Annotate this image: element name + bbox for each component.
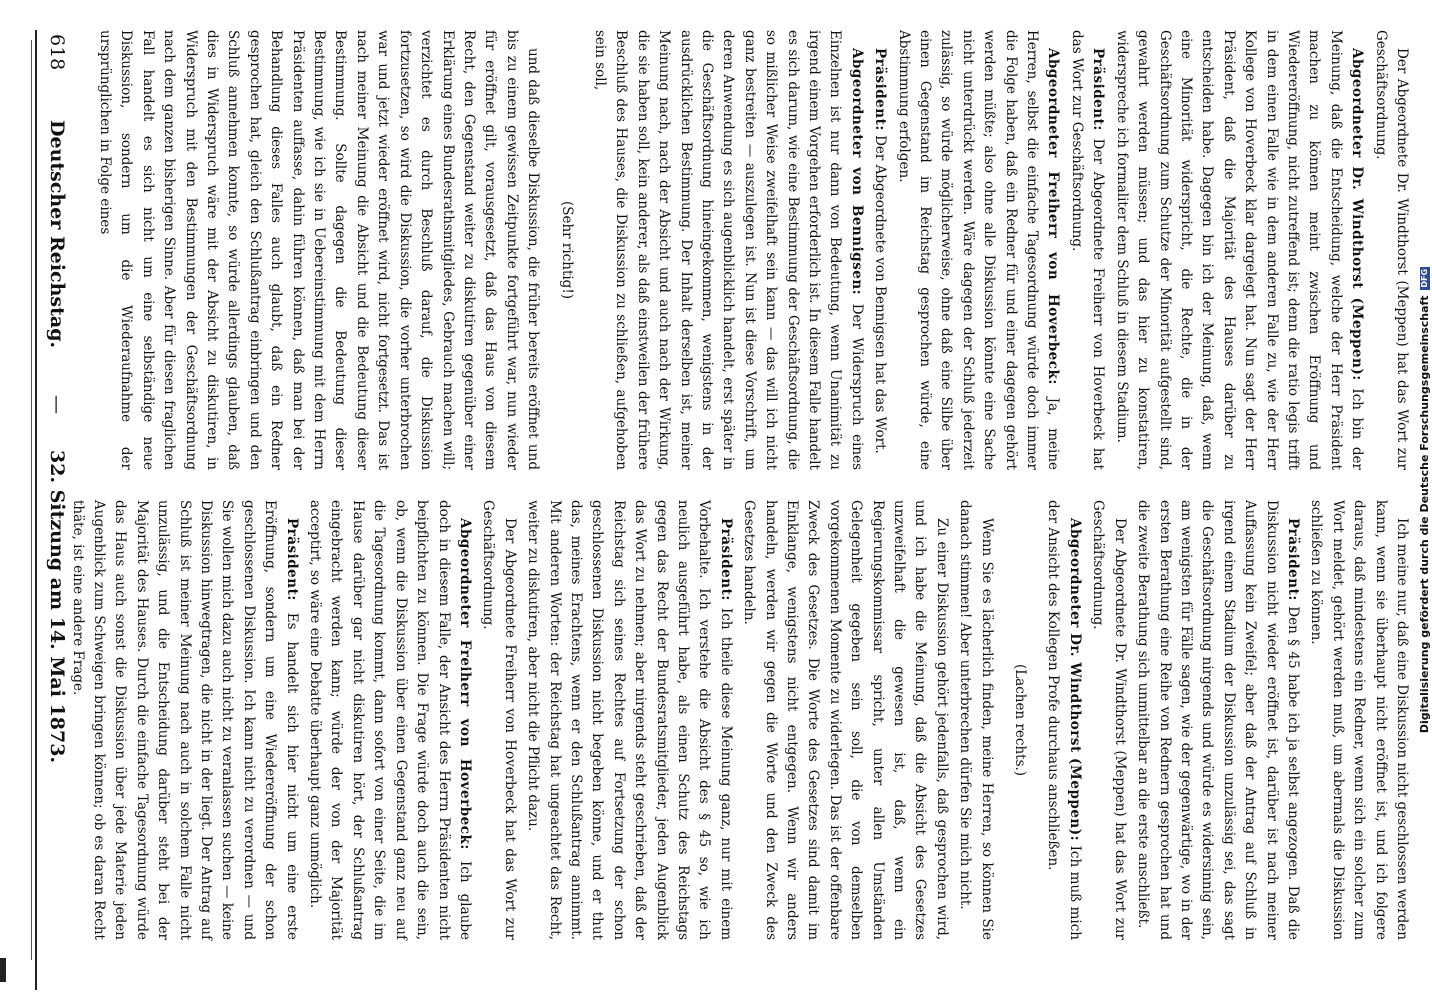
paragraph	[738, 500, 952, 940]
right-text-column	[82, 30, 1412, 470]
paragraph	[1132, 500, 1303, 940]
paragraph	[304, 500, 475, 940]
paragraph-text: Zu einer Diskussion gehört jedenfalls, daß gesprochen wird, und ich habe die Meinung, daß die Absicht des Gesetzes unzweifelhaft die gewesen ist, daß, wenn ein Regierungskommissar spricht, unter allen Umständen Gelegenheit gegeben sein soll, die von demselben vorgekommenen Momente zu widerlegen. Das ist der offenbare Zweck des Gesetzes. Die Worte des Gesetzes sind damit im Einklange, wenigstens nicht entgegen. Wenn wir anders handeln, werden wir gegen die Worte und den Zweck des Gesetzes handeln.	[741, 500, 950, 940]
paragraph-text: Ich muß mich der Ansicht des Kollegen Profe durchaus anschließen.	[1045, 500, 1083, 940]
digitization-credit-text: Digitalisierung gefördert durch die Deutsche Forschungsgemeinschaft	[1418, 295, 1431, 734]
paragraph-text: Ich meine nur, daß eine Diskussion nicht geschlossen werden kann, wenn sie überhaupt nicht eröffnet ist, und ich folgere daraus, daß mindestens ein Redner, wenn sich ein solcher zum Wort meldet, gehört werden muß, um abermals die Diskussion schließen zu können.	[1308, 500, 1410, 940]
speaker-name: Präsident:	[872, 48, 889, 131]
paragraph-text: Wenn Sie es lächerlich finden, meine Herren, so können Sie danach stimmen! Aber unterbrechen dürfen Sie mich nicht.	[957, 500, 995, 940]
paragraph	[522, 500, 736, 940]
paragraph	[1305, 500, 1412, 940]
paragraph	[1369, 30, 1412, 470]
speaker-name: Präsident:	[717, 518, 734, 601]
paragraph-text: (Lachen rechts.)	[1012, 663, 1029, 777]
page-number: 618	[46, 34, 68, 71]
paragraph-text: (Sehr richtig!)	[558, 200, 575, 300]
paragraph	[1066, 30, 1109, 470]
speaker-name: Präsident:	[283, 518, 300, 601]
paragraph	[477, 500, 520, 940]
paragraph	[892, 30, 1063, 470]
paragraph-text: Ja, meine Herren, selbst die einfache Tagesordnung würde doch immer die Folge haben, daß ein Redner für und einer dagegen gehört werden müßte; also ohne alle Diskussion könnte eine Sache nicht unterdrückt werden. Wäre dagegen der Schluß jederzeit zulässig, so würde möglicherweise, ohne daß eine Silbe über einen Gegenstand im Reichstag gesprochen würde, eine Abstimmung erfolgen.	[895, 30, 1062, 471]
paragraph-text: Ich theile diese Meinung ganz, nur mit einem Vorbehalte. Ich verstehe die Absicht des § 45 so, wie ich neulich ausgeführt habe, als einen Schutz des Reichstags gegen das Recht der Bundesratsmitglieder, jeden Augenblick das Wort zu nehmen; aber nirgends steht geschrieben, daß der Reichstag sich seines Rechtes auf Fortsetzung der schon geschlossenen Diskussion nicht begeben könne, und er thut das, meines Erachtens, wenn er den Schlußantrag annimmt. Mit anderen Worten: der Reichstag hat ungeachtet das Recht, weiter zu diskutiren, aber nicht die Pflicht dazu.	[525, 500, 734, 940]
paragraph-text: Der Abgeordnete Freiherr von Hoverbeck hat das Wort zur Geschäftsordnung.	[1068, 30, 1107, 471]
paragraph	[1110, 30, 1367, 470]
paragraph	[66, 500, 301, 940]
paragraph-text: Den § 45 habe ich ja selbst angezogen. Daß die Diskussion nicht wieder eröffnet ist, darüber ist nach meiner Auffassung kein Zweifel; aber daß der Antrag auf Schluß in irgend einem Stadium der Diskussion unzulässig sei, das sagt die Geschäftsordnung nirgends und würde es widersinnig sein, am wenigsten für Fälle sagen, wie der gegenwärtige, wo in der ersten Berathung eine Reihe von Rednern gesprochen hat und die zweite Berathung sich unmittelbar an die erste anschließt.	[1135, 500, 1301, 940]
paragraph	[1042, 500, 1085, 940]
digitization-sidebar	[1418, 10, 1432, 990]
paragraph-text: Ich bin der Meinung, daß die Entscheidung, welche der Herr Präsident machen zu können meint zwischen Eröffnung und Wiedereröffnung, nicht zutreffend ist; denn die ratio legis trifft in dem einen Falle wie in dem anderen Falle zu, wie der Herr Kollege von Hoverbeck klar dargelegt hat. Nun sagt der Herr Präsident, daß die Majorität des Hauses darüber zu entscheiden habe. Dagegen bin ich der Meinung, daß, wenn eine Minorität widerspricht, die Rechte, die in der Geschäftsordnung zum Schutze der Minorität aufgestellt sind, gewahrt werden müssen; und das hier zu konstatiren, widerspreche ich formaliter dem Schluß in diesem Stadium.	[1113, 30, 1366, 470]
digitization-credit	[1418, 10, 1432, 990]
paragraph	[954, 500, 997, 940]
scan-edge-mark	[0, 958, 6, 982]
speaker-name: Abgeordneter Dr. Windthorst (Meppen):	[1349, 48, 1366, 381]
speaker-name: Abgeordneter Freiherr von Hoverbeck:	[1045, 48, 1062, 385]
stage-direction	[555, 30, 576, 470]
paragraph-text: Es handelt sich hier nicht um eine erste Eröffnung, sondern um eine Wiedereröffnung der schon geschlossenen Diskussion. Ich kann nicht zu verordnen — und Sie wollen mich dazu auch nicht zu veranlassen suchen — keine Diskussion hinwegtragen, die nicht in der liegt. Der Antrag auf Schluß ist meiner Meinung nach auch in solchem Falle nicht unzulässig, und die Entscheidung darüber steht bei der Majorität des Hauses. Durch die einfache Tagesordnung würde das Haus auch sonst die Diskussion über jede Materie jeden Augenblick zum Schweigen bringen können; ob es daran Recht thäte, ist eine andere Frage.	[69, 500, 300, 940]
paragraph-text: Der Abgeordnete von Bennigsen hat das Wort.	[872, 135, 889, 454]
speaker-name: Abgeordneter Freiherr von Hoverbeck:	[456, 518, 473, 850]
header-rule	[35, 30, 37, 990]
speaker-name: Abgeordneter Dr. Windthorst (Meppen):	[1066, 518, 1083, 842]
speaker-name: Abgeordneter von Bennigsen:	[848, 48, 865, 296]
publication-title: Deutscher Reichstag.	[46, 120, 68, 349]
paragraph-text: Der Abgeordnete Dr. Windthorst (Meppen) hat das Wort zur Geschäftsordnung.	[1372, 30, 1410, 470]
paragraph	[94, 30, 544, 470]
speaker-name: Präsident:	[1284, 518, 1301, 601]
paragraph-text: Der Abgeordnete Freiherr von Hoverbeck hat das Wort zur Geschäftsordnung.	[480, 500, 518, 940]
left-text-column	[69, 500, 1412, 941]
paragraph-text: Der Abgeordnete Dr. Windthorst (Meppen) hat das Wort zur Geschäftsordnung.	[1090, 500, 1128, 940]
paragraph-text: Ich glaube doch in diesem Falle, der Ansicht des Herrn Präsidenten nicht beipflichten zu können. Die Frage würde doch auch die sein, ob, wenn die Diskussion über einen Gegenstand ganz neu auf die Tagesordnung kommt, dann sofort von einer Seite, die im Hause darüber gar nicht diskutiren hört, der Schlußantrag eingebracht werden kann; würde der von der Majorität acceptirt, so wäre eine Debatte überhaupt ganz unmöglich.	[307, 500, 473, 941]
paragraph	[589, 30, 867, 470]
paragraph	[1087, 500, 1130, 940]
session-title: 32. Sitzung am 14. Mai 1873.	[46, 450, 68, 764]
speaker-name: Präsident:	[1090, 48, 1107, 131]
paragraph	[869, 30, 890, 470]
paragraph-text: Der Widerspruch eines Einzelnen ist nur dann von Bedeutung, wenn Unanimität zu irgend einem Vorgehen erforderlich ist. In diesem Falle handelt es sich darum, wie eine Bestimmung der Geschäftsordnung, die so mißlicher Weise zweifelhaft sein kann — das will ich nicht ganz bestreiten — auszulegen ist. Nun ist diese Vorschrift, um deren Anwendung es sich augenblicklich handelt, erst später in die Geschäftsordnung hineingekommen, wenigstens in der ausdrücklichen Bestimmung. Der Inhalt derselben ist, meiner Meinung nach, nach der Absicht und auch nach der Wirkung, die sie haben soll, kein anderer, als daß einstweilen der frühere Beschluß des Hauses, die Diskussion zu schließen, aufgehoben sein soll,	[591, 30, 865, 470]
dfg-logo: DFG	[1420, 268, 1429, 288]
header-rule-thin	[31, 40, 32, 960]
header-dash: —	[46, 395, 68, 414]
paragraph-text: und daß dieselbe Diskussion, die früher bereits eröffnet und bis zu einem gewissen Zeitpunkte fortgeführt war, nun wieder für eröffnet gilt, vorausgesetzt, daß das Haus von diesem Recht, den Gegenstand weiter zu diskutiren gegenüber einer Erklärung eines Bundesrathsmitgliedes, Gebrauch machen will; verzichtet es durch Beschluß darauf, die Diskussion fortzusetzen, so wird die Diskussion, die vorher unterbrochen war und jetzt wieder eröffnet wird, nicht fortgesetzt. Das ist nach meiner Meinung die Absicht und die Bedeutung dieser Bestimmung. Sollte dagegen die Bedeutung dieser Bestimmung, wie ich sie in Uebereinstimmung mit dem Herrn Präsidenten auffasse, dahin führen können, daß man bei der Behandlung dieses Falles auch glaubt, daß ein Redner gesprochen hat, gleich den Schlußantrag einbringen und den Schluß annehmen konnte, so würde allerdings glauben, daß dies in Widerspruch wäre mit der Absicht zu diskutiren, in Widerspruch mit den Bestimmungen der Geschäftsordnung nach dem ganzen bisherigen Sinne. Aber für diesen fraglichen Fall handelt es sich nicht um eine selbständige neue Diskussion, sondern um die Wiederaufnahme der ursprünglichen in Folge eines	[97, 30, 542, 470]
stage-direction	[1009, 500, 1030, 940]
